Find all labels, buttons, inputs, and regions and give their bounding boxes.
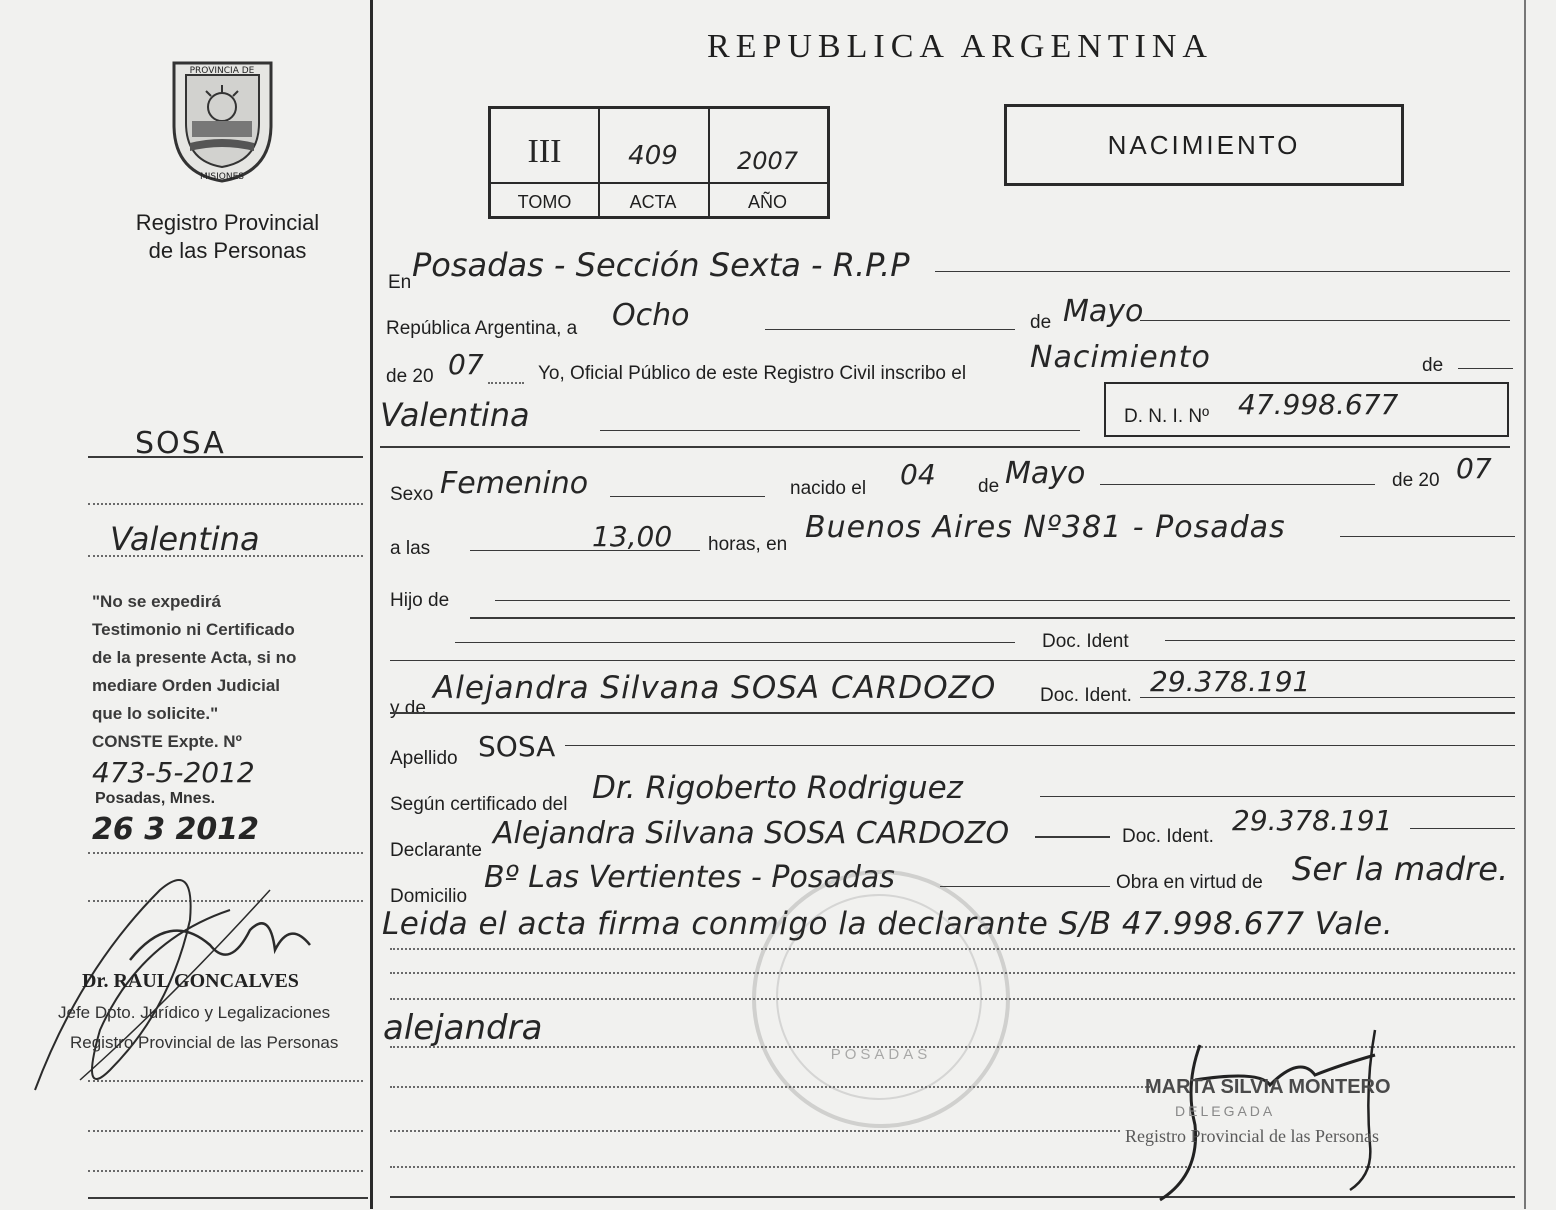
margin-line [88,1170,363,1172]
anio-label: AÑO [747,192,787,212]
obra-label: Obra en virtud de [1116,872,1263,893]
republica-label: República Argentina, a [386,318,578,339]
birth-day-value: 04 [900,458,936,491]
form-line [1040,796,1515,797]
acta-value: 409 [628,141,678,171]
dni-value: 47.998.677 [1238,388,1399,421]
birth-year-prefix-label: de 20 [1392,470,1440,491]
de-label: de [1030,312,1052,333]
declarant-signature: alejandra [383,1008,543,1048]
margin-line [88,1197,368,1199]
domicilio-label: Domicilio [390,886,468,907]
declarante-value: Alejandra Silvana SOSA CARDOZO [493,816,1010,851]
notice-line: de la presente Acta, si no [92,648,297,667]
sexo-value: Femenino [440,466,589,501]
birth-de-label: de [978,476,1000,497]
form-line [940,886,1110,887]
registry-stamp [752,870,1010,1128]
leida-value: Leida el acta firma conmigo la declarante S/B 47.998.677 Vale. [382,906,1394,942]
form-line [495,600,1510,601]
anio-value: 2007 [736,147,799,175]
year-value: 07 [448,348,484,381]
horas-label: horas, en [708,534,788,555]
yde-label: y de [390,698,426,719]
month-value: Mayo [1063,294,1144,329]
form-line [390,712,1515,714]
tomo-value: III [527,133,562,170]
form-line [380,446,1510,448]
form-line [1100,484,1375,485]
margin-line [88,1130,363,1132]
apellido-label: Apellido [390,748,458,769]
birth-month-value: Mayo [1005,456,1086,491]
hijo-label: Hijo de [390,590,450,611]
de-end-label: de [1422,355,1444,376]
margin-line [88,503,363,505]
form-line [1410,828,1515,829]
en-label: En [388,272,412,293]
margin-signer-name: Dr. RAUL GONCALVES [82,970,299,992]
margin-place-stamp: Posadas, Mnes. [95,790,216,807]
form-line [1140,697,1515,698]
registry-name-line1: Registro Provincial [135,210,320,235]
nacido-label: nacido el [790,478,867,499]
stamp-text: POSADAS [830,1046,932,1063]
form-line [455,642,1015,643]
form-line [470,550,540,551]
doc-ident-label-declarante: Doc. Ident. [1122,826,1214,847]
country-title: REPUBLICA ARGENTINA [707,28,1213,65]
declarante-label: Declarante [390,840,482,861]
dni-box [1104,382,1509,437]
segun-value: Dr. Rigoberto Rodriguez [592,770,963,806]
notice-line: mediare Orden Judicial [92,676,281,695]
name-value: Valentina [380,396,530,434]
dni-label: D. N. I. Nº [1124,406,1210,427]
margin-signer-org: Registro Provincial de las Personas [70,1033,339,1052]
day-value: Ocho [612,298,690,333]
margin-expte-number: 473-5-2012 [92,756,255,789]
notice-line: CONSTE Expte. Nº [92,732,242,751]
form-line [1140,320,1510,321]
obra-value: Ser la madre. [1292,850,1509,888]
official-org: Registro Provincial de las Personas [1125,1126,1379,1146]
notice-line: Testimonio ni Certificado [92,620,295,639]
form-line [390,1130,1120,1132]
inscribo-value: Nacimiento [1030,340,1211,375]
form-line [565,745,1515,746]
doc-ident-label-mother: Doc. Ident. [1040,685,1132,706]
official-title: DELEGADA [1175,1103,1276,1119]
doc-type-box [1004,104,1404,186]
year-prefix-label: de 20 [386,366,434,387]
mother-doc-value: 29.378.191 [1150,665,1311,698]
domicilio-value: Bº Las Vertientes - Posadas [484,860,895,895]
doc-ident-label: Doc. Ident [1042,631,1129,652]
record-box [488,106,830,219]
provincial-seal [160,55,285,185]
official-name: MARTA SILVIA MONTERO [1145,1076,1391,1098]
form-line [765,329,1015,330]
form-line [600,430,1080,431]
margin-line [88,555,363,557]
form-line [470,617,1515,619]
margin-line [88,1080,363,1082]
margin-divider [370,0,373,1209]
margin-line [88,456,363,458]
notice-line: que lo solicite." [92,704,219,723]
alas-label: a las [390,538,431,559]
registry-name-line2: de las Personas [148,238,307,263]
form-line [1340,536,1515,537]
form-line [610,496,765,497]
form-line [390,1086,1150,1088]
tomo-label: TOMO [517,192,572,212]
apellido-value: SOSA [478,730,556,763]
form-line [390,660,1515,661]
form-line [488,382,524,384]
segun-label: Según certificado del [390,794,568,815]
acta-label: ACTA [629,192,677,212]
birth-year-value: 07 [1456,452,1492,485]
form-line [540,550,700,551]
form-line [935,271,1510,272]
mother-value: Alejandra Silvana SOSA CARDOZO [433,670,997,706]
form-line [1035,836,1110,838]
seal-top-text: PROVINCIA DE [189,66,255,76]
doc-type-title: NACIMIENTO [1107,130,1301,160]
place-value: Buenos Aires Nº381 - Posadas [805,510,1286,545]
seal-bottom-text: MISIONES [199,172,245,182]
margin-notice [92,588,367,756]
margin-signer-title: Jefe Dpto. Jurídico y Legalizaciones [58,1003,331,1022]
form-line [1458,368,1513,369]
form-line [1165,640,1515,641]
hour-value: 13,00 [592,520,673,553]
inscribo-label: Yo, Oficial Público de este Registro Civil inscribo el [538,363,967,384]
declarante-doc-value: 29.378.191 [1232,804,1393,837]
right-border [1524,0,1526,1209]
en-value: Posadas - Sección Sexta - R.P.P [412,246,910,284]
margin-given-name: Valentina [110,520,260,558]
margin-surname: SOSA [135,426,226,461]
margin-date: 26 3 2012 [92,812,260,847]
notice-line: "No se expedirá [92,592,222,611]
sexo-label: Sexo [390,484,434,505]
